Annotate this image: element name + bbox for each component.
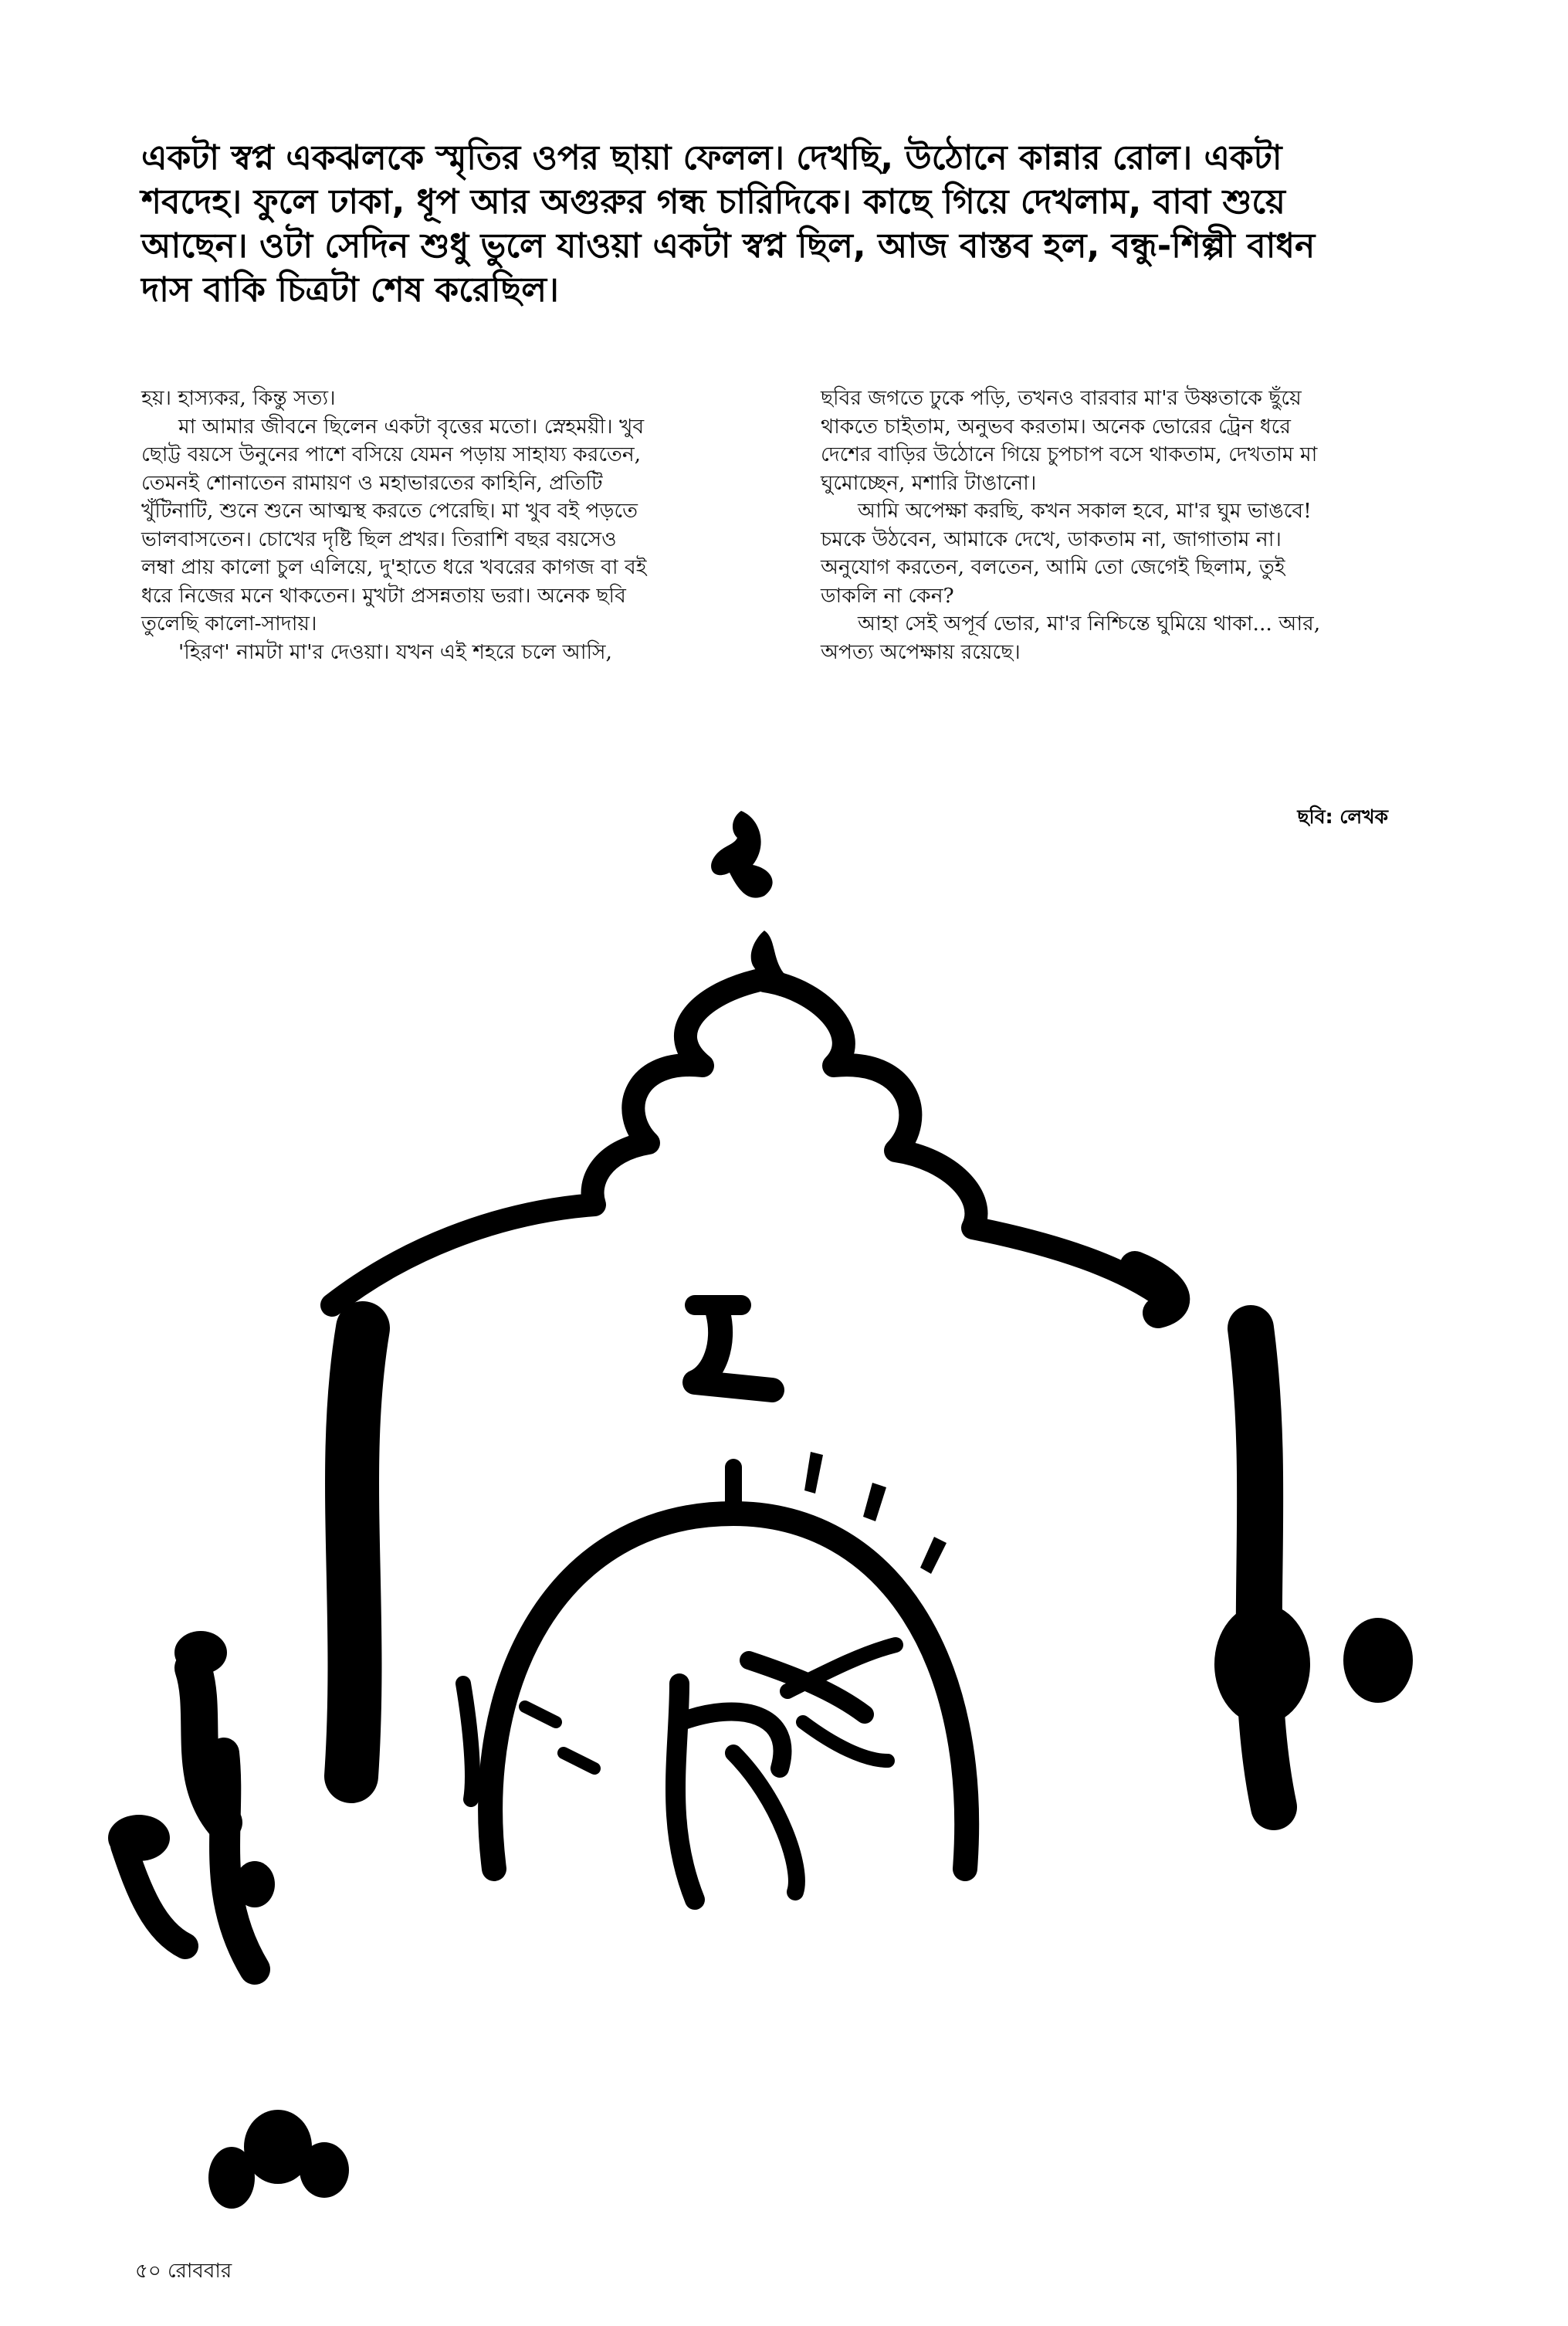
body-line: অনুযোগ করতেন, বলতেন, আমি তো জেগেই ছিলাম, তুই xyxy=(821,555,1285,579)
body-line: ডাকলি না কেন? xyxy=(821,583,954,608)
body-line: তেমনই শোনাতেন রামায়ণ ও মহাভারতের কাহিনি, প্রতিটি xyxy=(141,470,603,495)
body-line: ছোট্ট বয়সে উনুনের পাশে বসিয়ে যেমন পড়ায় সাহায্য করতেন, xyxy=(141,442,642,466)
body-line: মা আমার জীবনে ছিলেন একটা বৃত্তের মতো। স্নেহময়ী। খুব xyxy=(178,414,645,439)
body-line: খুঁটিনাটি, শুনে শুনে আত্মস্থ করতে পেরেছি। মা খুব বই পড়তে xyxy=(141,499,638,523)
page-footer: ৫০ রোববার xyxy=(135,2260,232,2283)
pull-quote-line: শবদেহ। ফুলে ঢাকা, ধূপ আর অগুরুর গন্ধ চারিদিকে। কাছে গিয়ে দেখলাম, বাবা শুয়ে xyxy=(141,182,1285,222)
body-column-right xyxy=(821,385,1438,666)
body-line: চমকে উঠবেন, আমাকে দেখে, ডাকতাম না, জাগাতাম না। xyxy=(821,527,1282,551)
pull-quote-line: দাস বাকি চিত্রটা শেষ করেছিল। xyxy=(141,270,559,310)
body-line: ধরে নিজের মনে থাকতেন। মুখটা প্রসন্নতায় ভরা। অনেক ছবি xyxy=(141,583,626,608)
body-line: লম্বা প্রায় কালো চুল এলিয়ে, দু'হাতে ধরে খবরের কাগজ বা বই xyxy=(141,555,647,579)
body-line: 'হিরণ' নামটা মা'র দেওয়া। যখন এই শহরে চলে আসি, xyxy=(178,639,612,664)
body-line: আহা সেই অপূর্ব ভোর, মা'র নিশ্চিন্তে ঘুমিয়ে থাকা... আর, xyxy=(858,612,1321,636)
body-line: ছবির জগতে ঢুকে পড়ি, তখনও বারবার মা'র উষ্ণতাকে ছুঁয়ে xyxy=(821,386,1302,410)
pull-quote-line: আছেন। ওটা সেদিন শুধু ভুলে যাওয়া একটা স্বপ্ন ছিল, আজ বাস্তব হল, বন্ধু-শিল্পী বাধন xyxy=(141,226,1316,266)
pull-quote xyxy=(141,136,1346,312)
photo-credit: ছবি: লেখক xyxy=(1297,805,1388,828)
body-line: অপত্য অপেক্ষায় রয়েছে। xyxy=(821,639,1021,664)
body-line: দেশের বাড়ির উঠোনে গিয়ে চুপচাপ বসে থাকতাম, দেখতাম মা xyxy=(821,442,1318,466)
body-line: থাকতে চাইতাম, অনুভব করতাম। অনেক ভোরের ট্রেন ধরে xyxy=(821,414,1291,439)
body-line: ঘুমোচ্ছেন, মশারি টাঙানো। xyxy=(821,470,1037,495)
body-line: হয়। হাস্যকর, কিন্তু সত্য। xyxy=(141,386,336,410)
body-line: তুলেছি কালো-সাদায়। xyxy=(141,612,317,636)
brush-painting-illustration xyxy=(0,803,1568,2209)
body-line: ভালবাসতেন। চোখের দৃষ্টি ছিল প্রখর। তিরাশি বছর বয়সেও xyxy=(141,527,617,551)
body-column-left xyxy=(141,385,805,666)
body-line: আমি অপেক্ষা করছি, কখন সকাল হবে, মা'র ঘুম ভাঙবে! xyxy=(858,499,1312,523)
pull-quote-line: একটা স্বপ্ন একঝলকে স্মৃতির ওপর ছায়া ফেলল। দেখছি, উঠোনে কান্নার রোল। একটা xyxy=(141,138,1282,178)
